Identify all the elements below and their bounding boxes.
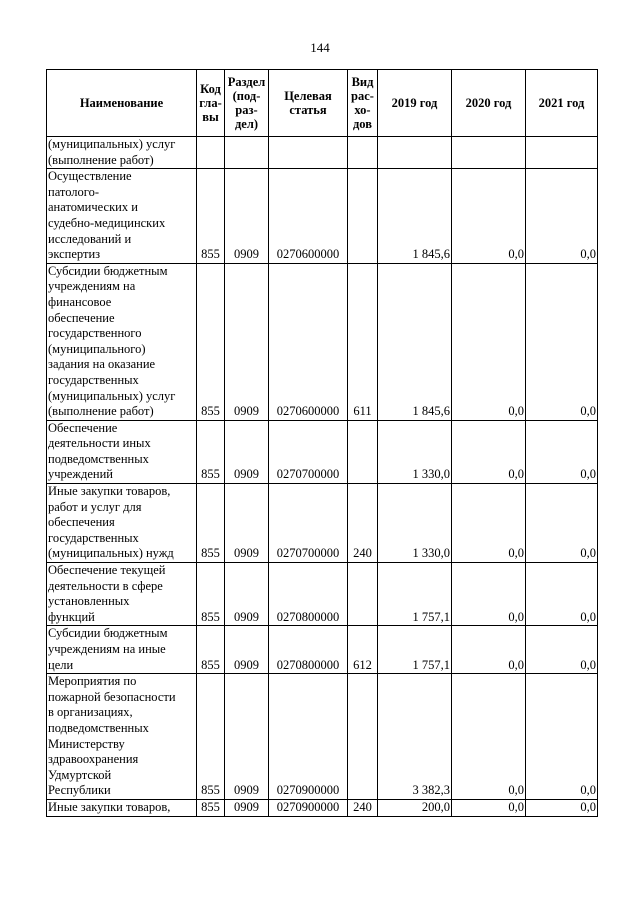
row-type <box>348 563 378 626</box>
row-article: 0270600000 <box>269 263 348 420</box>
row-section <box>225 137 269 169</box>
row-2021: 0,0 <box>526 674 598 800</box>
row-code: 855 <box>197 263 225 420</box>
row-2021: 0,0 <box>526 563 598 626</box>
row-article: 0270900000 <box>269 799 348 816</box>
table-row <box>47 484 598 563</box>
row-article: 0270700000 <box>269 484 348 563</box>
row-2020: 0,0 <box>452 626 526 674</box>
row-2020: 0,0 <box>452 420 526 483</box>
row-type <box>348 674 378 800</box>
row-type <box>348 420 378 483</box>
table-row <box>47 674 598 800</box>
row-2020: 0,0 <box>452 799 526 816</box>
header-2019: 2019 год <box>378 70 452 137</box>
row-code: 855 <box>197 799 225 816</box>
budget-table <box>46 69 598 817</box>
row-2020: 0,0 <box>452 484 526 563</box>
row-type: 240 <box>348 484 378 563</box>
row-section: 0909 <box>225 799 269 816</box>
row-2019: 1 845,6 <box>378 263 452 420</box>
row-type: 240 <box>348 799 378 816</box>
header-chapter-code: Код гла- вы <box>197 70 225 137</box>
row-section: 0909 <box>225 169 269 264</box>
row-2021: 0,0 <box>526 420 598 483</box>
header-name: Наименование <box>47 70 197 137</box>
row-type <box>348 169 378 264</box>
row-section: 0909 <box>225 563 269 626</box>
row-section: 0909 <box>225 626 269 674</box>
header-section: Раздел (под- раз- дел) <box>225 70 269 137</box>
header-expense-type: Вид рас- хо- дов <box>348 70 378 137</box>
row-2019 <box>378 137 452 169</box>
row-code: 855 <box>197 563 225 626</box>
header-2020: 2020 год <box>452 70 526 137</box>
row-2021 <box>526 137 598 169</box>
row-2020: 0,0 <box>452 674 526 800</box>
table-row <box>47 169 598 264</box>
row-name: Обеспечение текущей деятельности в сфере установленных функций <box>47 563 197 626</box>
row-2019: 200,0 <box>378 799 452 816</box>
row-name: Субсидии бюджетным учреждениям на финансовое обеспечение государственного (муниципального) задания на оказание государственных (муниципальных) услуг (выполнение работ) <box>47 263 197 420</box>
table-row <box>47 137 598 169</box>
table-row <box>47 626 598 674</box>
row-article: 0270800000 <box>269 626 348 674</box>
row-article: 0270800000 <box>269 563 348 626</box>
row-2020: 0,0 <box>452 263 526 420</box>
row-name: Иные закупки товаров, работ и услуг для обеспечения государственных (муниципальных) нужд <box>47 484 197 563</box>
row-article: 0270700000 <box>269 420 348 483</box>
table-row <box>47 563 598 626</box>
row-article: 0270900000 <box>269 674 348 800</box>
row-type <box>348 137 378 169</box>
row-type: 612 <box>348 626 378 674</box>
row-section: 0909 <box>225 674 269 800</box>
row-2020: 0,0 <box>452 563 526 626</box>
row-2021: 0,0 <box>526 626 598 674</box>
row-name: Субсидии бюджетным учреждениям на иные цели <box>47 626 197 674</box>
row-2019: 1 757,1 <box>378 563 452 626</box>
row-article: 0270600000 <box>269 169 348 264</box>
row-2019: 1 330,0 <box>378 420 452 483</box>
row-name: Обеспечение деятельности иных подведомственных учреждений <box>47 420 197 483</box>
row-2020: 0,0 <box>452 169 526 264</box>
row-2021: 0,0 <box>526 263 598 420</box>
row-2021: 0,0 <box>526 169 598 264</box>
table-row <box>47 263 598 420</box>
row-2021: 0,0 <box>526 484 598 563</box>
page-number: 144 <box>310 40 330 55</box>
header-2021: 2021 год <box>526 70 598 137</box>
table-row <box>47 420 598 483</box>
row-code: 855 <box>197 484 225 563</box>
row-code: 855 <box>197 674 225 800</box>
row-code: 855 <box>197 169 225 264</box>
row-name: (муниципальных) услуг (выполнение работ) <box>47 137 197 169</box>
row-code: 855 <box>197 420 225 483</box>
row-2021: 0,0 <box>526 799 598 816</box>
row-2019: 1 757,1 <box>378 626 452 674</box>
row-article <box>269 137 348 169</box>
row-2020 <box>452 137 526 169</box>
row-section: 0909 <box>225 263 269 420</box>
row-name: Осуществление патолого- анатомических и судебно-медицинских исследований и экспертиз <box>47 169 197 264</box>
row-type: 611 <box>348 263 378 420</box>
row-2019: 1 845,6 <box>378 169 452 264</box>
header-target-article: Целевая статья <box>269 70 348 137</box>
row-name: Мероприятия по пожарной безопасности в организациях, подведомственных Министерству здравоохранения Удмуртской Республики <box>47 674 197 800</box>
table-row <box>47 799 598 816</box>
row-name: Иные закупки товаров, <box>47 799 197 816</box>
row-2019: 3 382,3 <box>378 674 452 800</box>
row-2019: 1 330,0 <box>378 484 452 563</box>
row-code: 855 <box>197 626 225 674</box>
row-section: 0909 <box>225 420 269 483</box>
header-row <box>47 70 598 137</box>
row-code <box>197 137 225 169</box>
row-section: 0909 <box>225 484 269 563</box>
